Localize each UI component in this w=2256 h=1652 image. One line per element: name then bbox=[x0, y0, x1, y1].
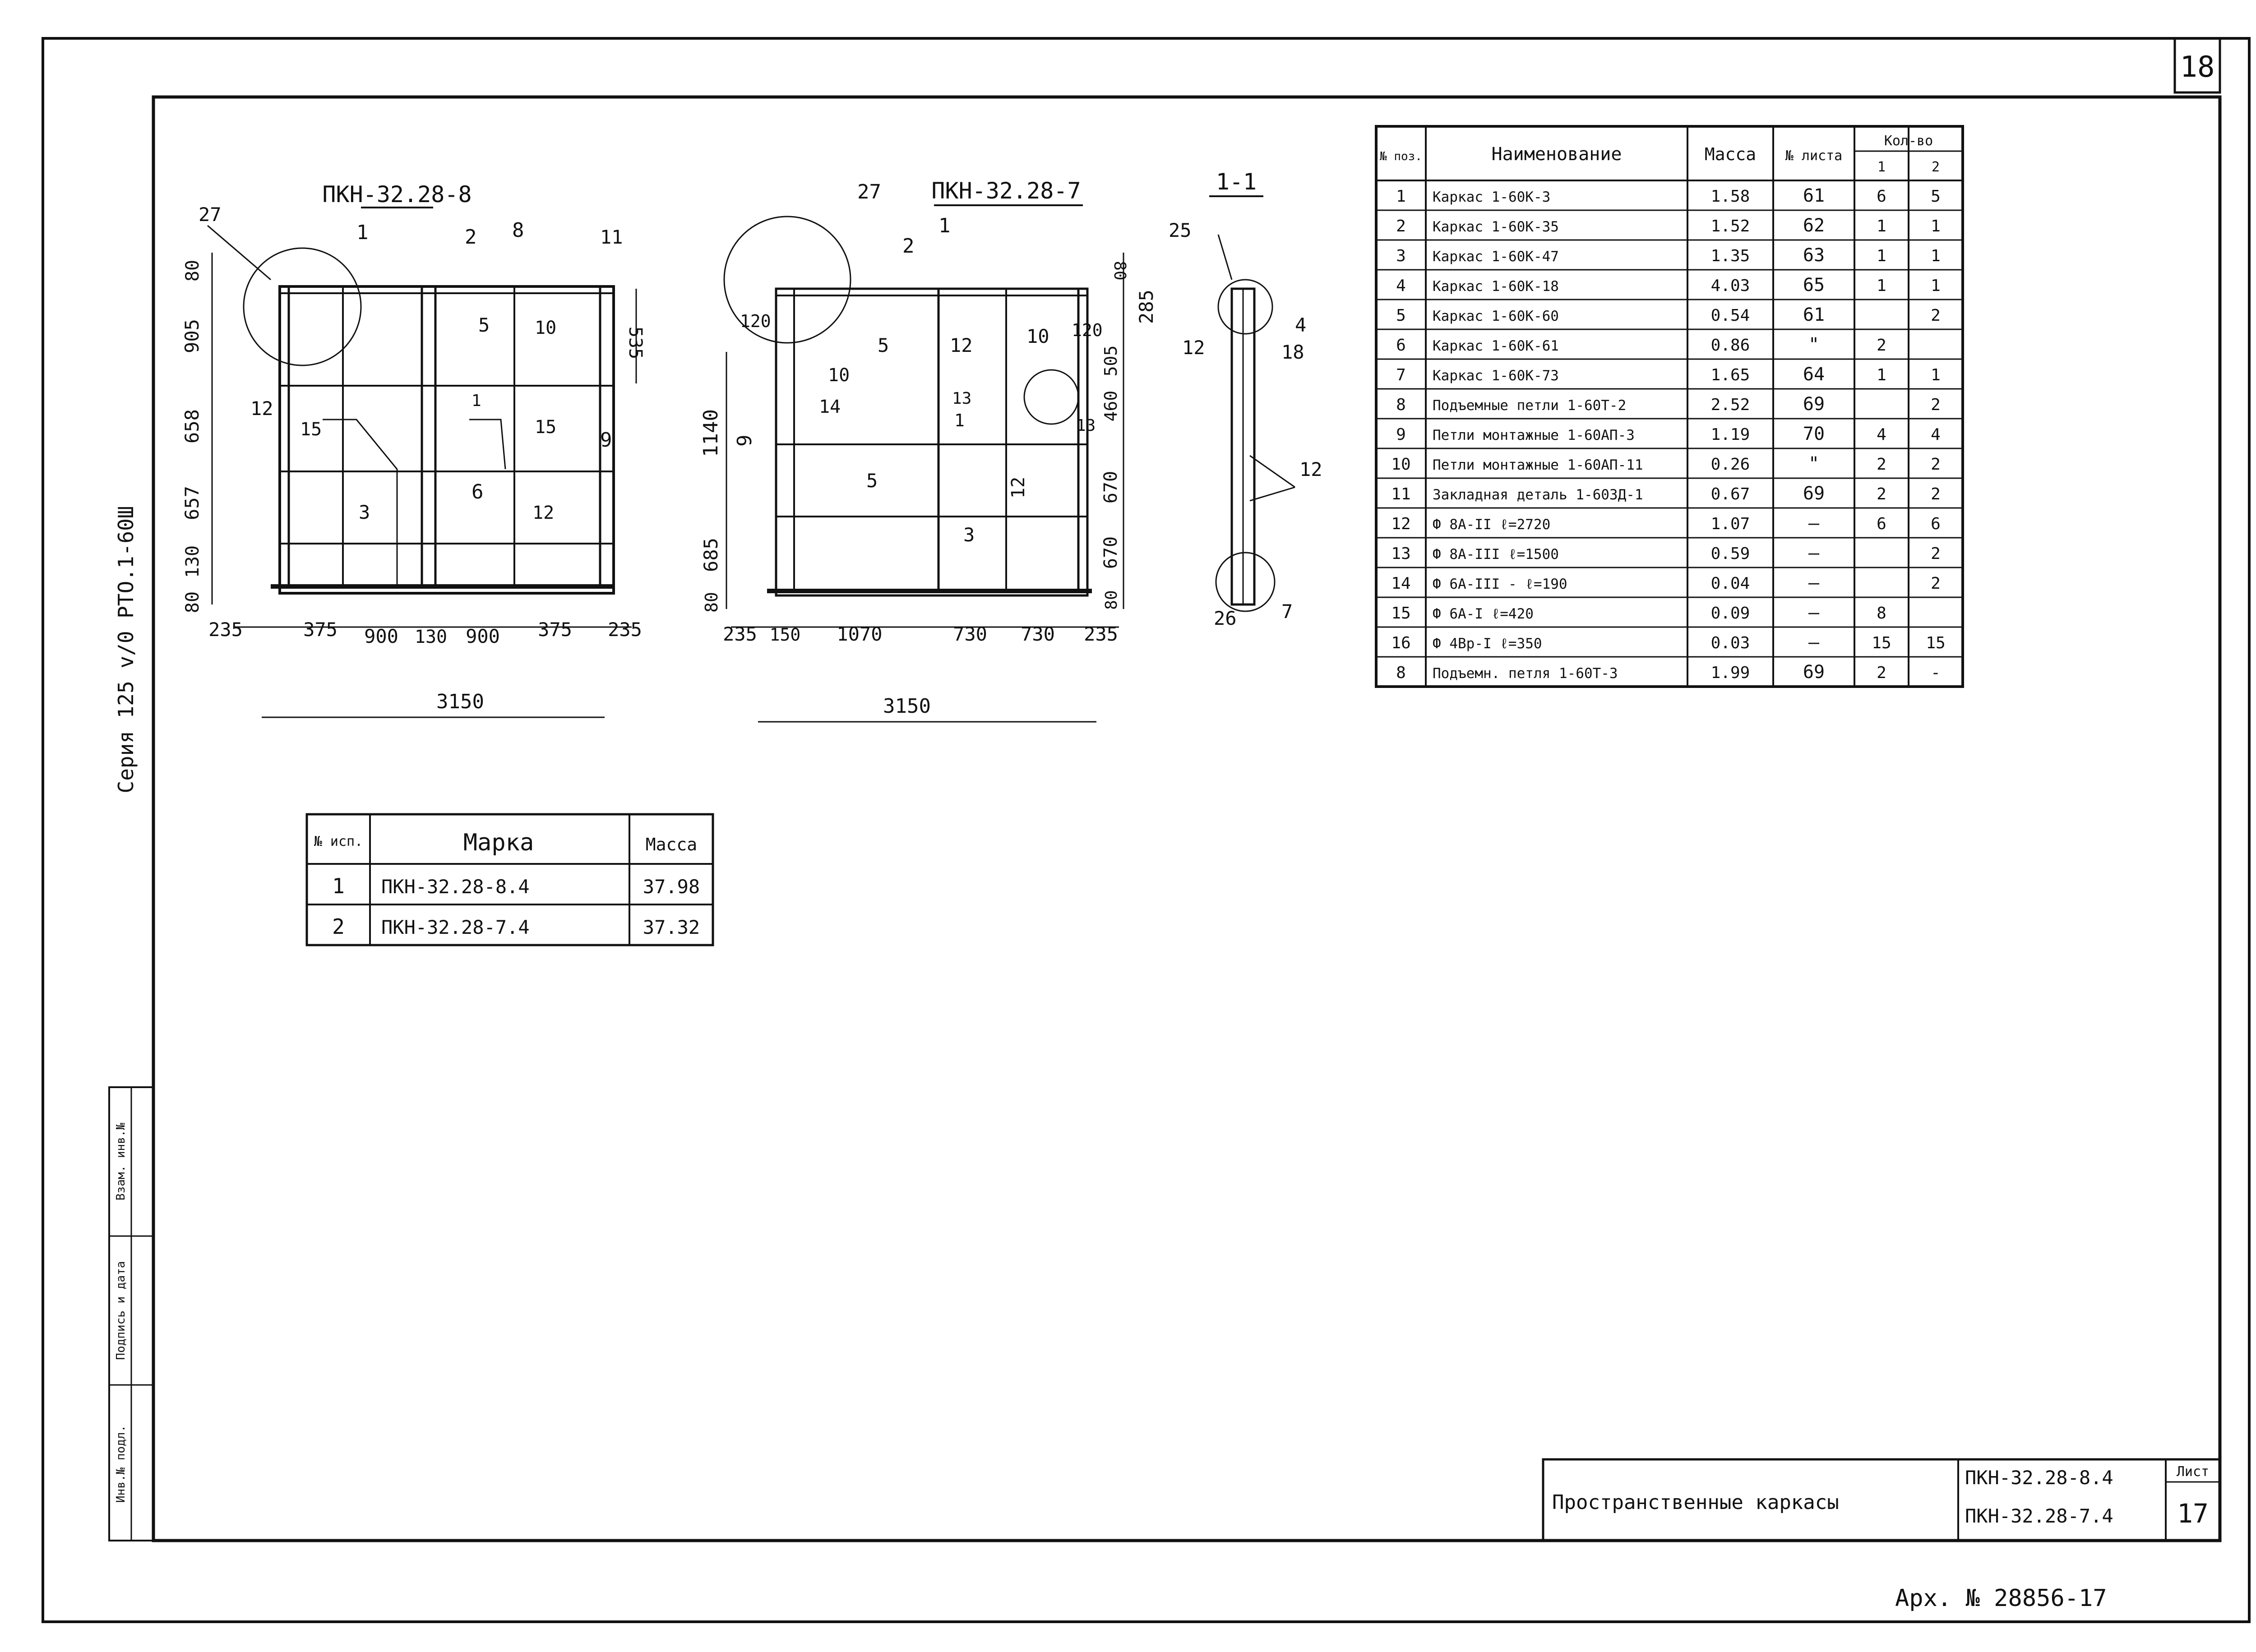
spec-row-q1: 2 bbox=[1877, 455, 1886, 474]
marks-header-mass: Масса bbox=[645, 835, 698, 854]
spec-row-pos: 7 bbox=[1396, 366, 1406, 384]
spec-row-q1: 15 bbox=[1872, 634, 1891, 652]
spec-row-sheet: " bbox=[1808, 453, 1820, 474]
spec-row-name: Петли монтажные 1-60АП-3 bbox=[1433, 427, 1635, 443]
title-block-code2: ПКН-32.28-7.4 bbox=[1965, 1505, 2113, 1527]
spec-row-mass: 1.52 bbox=[1710, 217, 1750, 235]
spec-row-name: Каркас 1-60К-47 bbox=[1433, 249, 1559, 265]
marks-header-mark: Марка bbox=[463, 829, 534, 856]
marks-row1-mark: ПКН-32.28-8.4 bbox=[381, 876, 530, 898]
d2-hdim-235b: 235 bbox=[1084, 623, 1118, 645]
sec-callout-18: 18 bbox=[1281, 341, 1304, 363]
spec-row-name: Подъемн. петля 1-60Т-3 bbox=[1433, 665, 1618, 682]
d2-rvdim-80b: 80 bbox=[1102, 590, 1121, 610]
spec-row-name: Каркас 1-60К-35 bbox=[1433, 219, 1559, 235]
spec-row-name: Ф 6А-I ℓ=420 bbox=[1433, 606, 1534, 622]
d1-callout-15a: 15 bbox=[300, 419, 322, 440]
d2-section-mark: 1 bbox=[938, 214, 951, 237]
spec-row-sheet: 61 bbox=[1803, 185, 1825, 206]
left-stamp bbox=[109, 1087, 153, 1541]
spec-row-pos: 12 bbox=[1391, 515, 1411, 533]
d1-callout-10: 10 bbox=[535, 318, 557, 338]
spec-row-pos: 15 bbox=[1391, 604, 1411, 623]
d1-vdim-658: 658 bbox=[181, 409, 203, 443]
spec-row-sheet: 64 bbox=[1803, 364, 1825, 385]
d2-callout-5b: 5 bbox=[866, 470, 878, 492]
spec-row-pos: 8 bbox=[1396, 396, 1406, 414]
d1-callout-2: 2 bbox=[465, 226, 477, 249]
d1-section-mark: 1 bbox=[356, 221, 369, 244]
spec-row-sheet: — bbox=[1808, 632, 1820, 653]
spec-row-q2: 2 bbox=[1931, 455, 1941, 474]
spec-row-name: Каркас 1-60К-3 bbox=[1433, 189, 1551, 205]
d1-hdim-130: 130 bbox=[414, 627, 448, 647]
d1-hdim-235a: 235 bbox=[208, 618, 243, 641]
spec-row-sheet: 62 bbox=[1803, 215, 1825, 236]
inner-frame bbox=[153, 97, 2220, 1541]
d1-callout-9: 9 bbox=[600, 429, 612, 452]
d1-vdim-905: 905 bbox=[181, 319, 203, 353]
marks-row1-mass: 37.98 bbox=[643, 876, 700, 898]
spec-row-q2: 2 bbox=[1931, 545, 1941, 563]
spec-row-sheet: 63 bbox=[1803, 245, 1825, 266]
spec-row-pos: 9 bbox=[1396, 425, 1406, 444]
d1-hdim-235b: 235 bbox=[608, 618, 642, 641]
spec-row-sheet: 69 bbox=[1803, 394, 1825, 415]
d2-callout-2: 2 bbox=[902, 235, 915, 258]
spec-header-sheet: № листа bbox=[1785, 148, 1843, 164]
d2-hdim-1070: 1070 bbox=[837, 623, 883, 645]
d1-callout-11: 11 bbox=[600, 226, 623, 248]
spec-row-sheet: " bbox=[1808, 334, 1820, 355]
d2-callout-9: 9 bbox=[733, 434, 756, 447]
sec-callout-26: 26 bbox=[1214, 607, 1237, 629]
spec-row-pos: 8 bbox=[1396, 664, 1406, 682]
spec-row-q2: 2 bbox=[1931, 396, 1941, 414]
marks-row2-num: 2 bbox=[332, 914, 345, 939]
spec-row-q1: 2 bbox=[1877, 336, 1886, 355]
spec-row-pos: 5 bbox=[1396, 306, 1406, 325]
spec-row-q1: 8 bbox=[1877, 604, 1886, 623]
spec-row-sheet: — bbox=[1808, 602, 1820, 623]
spec-row-name: Закладная деталь 1-60ЗД-1 bbox=[1433, 487, 1643, 503]
spec-row-q1: 6 bbox=[1877, 515, 1886, 533]
d2-rvdim-285: 285 bbox=[1135, 290, 1157, 324]
sec-callout-12b: 12 bbox=[1299, 458, 1322, 480]
spec-row-q2: 1 bbox=[1931, 247, 1941, 265]
d2-callout-12: 12 bbox=[950, 334, 973, 356]
spec-row-q1: 2 bbox=[1877, 485, 1886, 503]
spec-row-mass: 0.86 bbox=[1710, 336, 1750, 355]
d2-rvdim-120: 120 bbox=[1072, 320, 1103, 340]
spec-row-mass: 4.03 bbox=[1710, 277, 1750, 295]
spec-row-q2: 6 bbox=[1931, 515, 1941, 533]
spec-row-sheet: 70 bbox=[1803, 424, 1825, 444]
detail-circle-13 bbox=[1024, 370, 1078, 424]
title-block-code1: ПКН-32.28-8.4 bbox=[1965, 1467, 2113, 1489]
spec-row-mass: 0.03 bbox=[1710, 634, 1750, 652]
spec-row-q1: 1 bbox=[1877, 217, 1886, 235]
section-title: 1-1 bbox=[1216, 169, 1257, 195]
d2-hdim-235a: 235 bbox=[723, 623, 757, 645]
spec-row-q1: 1 bbox=[1877, 247, 1886, 265]
spec-row-mass: 0.04 bbox=[1710, 574, 1750, 593]
spec-row-q2: 2 bbox=[1931, 574, 1941, 593]
spec-row-q2: 1 bbox=[1931, 217, 1941, 235]
d2-rvdim-460: 460 bbox=[1101, 390, 1121, 422]
spec-row-mass: 0.26 bbox=[1710, 455, 1750, 474]
spec-row-pos: 10 bbox=[1391, 455, 1411, 474]
d1-callout-1: 1 bbox=[472, 392, 481, 410]
d1-callout-6: 6 bbox=[472, 480, 484, 503]
spec-row-sheet: — bbox=[1808, 572, 1820, 593]
spec-row-pos: 11 bbox=[1391, 485, 1411, 503]
d1-callout-27: 27 bbox=[199, 203, 222, 226]
d1-right-vdim: 535 bbox=[625, 326, 646, 360]
spec-row-pos: 1 bbox=[1396, 187, 1406, 206]
stamp-cell-3: Взам. инв.№ bbox=[114, 1122, 128, 1201]
spec-row-name: Подъемные петли 1-60Т-2 bbox=[1433, 397, 1627, 414]
d1-hdim-375a: 375 bbox=[303, 618, 337, 641]
spec-row-sheet: 69 bbox=[1803, 662, 1825, 683]
spec-row-mass: 0.59 bbox=[1710, 545, 1750, 563]
drawing-pkn-32-28-8 bbox=[181, 181, 646, 717]
title-block bbox=[1543, 1459, 2220, 1541]
d1-total: 3150 bbox=[436, 690, 484, 713]
title-block-sheet-label: Лист bbox=[2176, 1464, 2210, 1480]
d2-callout-10a: 10 bbox=[1026, 325, 1049, 347]
d1-hdim-900a: 900 bbox=[364, 625, 398, 647]
d1-hdim-375b: 375 bbox=[538, 618, 572, 641]
d1-vdim-130: 130 bbox=[182, 545, 203, 578]
spec-row-name: Ф 8А-II ℓ=2720 bbox=[1433, 517, 1551, 533]
drawing2-title: ПКН-32.28-7 bbox=[931, 178, 1081, 204]
d2-total: 3150 bbox=[883, 695, 931, 718]
spec-row-q2: 2 bbox=[1931, 485, 1941, 503]
d2-callout-12b: 12 bbox=[1008, 476, 1029, 498]
spec-row-q2: - bbox=[1931, 664, 1941, 682]
spec-row-q1: 1 bbox=[1877, 366, 1886, 384]
spec-row-mass: 1.07 bbox=[1710, 515, 1750, 533]
d2-lvdim-685: 685 bbox=[700, 538, 722, 572]
d2-callout-27: 27 bbox=[857, 180, 881, 203]
d2-hdim-150: 150 bbox=[769, 625, 801, 645]
spec-row-mass: 1.19 bbox=[1710, 425, 1750, 444]
archive-number: Арх. № 28856-17 bbox=[1895, 1585, 2107, 1612]
d2-lvdim-80: 80 bbox=[702, 592, 721, 613]
spec-header-mass: Масса bbox=[1704, 144, 1757, 164]
spec-row-q1: 1 bbox=[1877, 277, 1886, 295]
spec-header-name: Наименование bbox=[1491, 144, 1622, 165]
d2-callout-13a: 13 bbox=[952, 389, 972, 408]
spec-row-name: Ф 6А-III - ℓ=190 bbox=[1433, 576, 1567, 592]
spec-row-q2: 4 bbox=[1931, 425, 1941, 444]
spec-row-name: Каркас 1-60К-60 bbox=[1433, 308, 1559, 324]
stamp-cell-2: Подпись и дата bbox=[114, 1261, 128, 1360]
spec-row-sheet: 69 bbox=[1803, 483, 1825, 504]
marks-row2-mass: 37.32 bbox=[643, 916, 700, 938]
marks-header-num: № исп. bbox=[314, 834, 363, 849]
spec-row-name: Каркас 1-60К-73 bbox=[1433, 368, 1559, 384]
d1-callout-8: 8 bbox=[512, 219, 524, 242]
spec-row-sheet: 65 bbox=[1803, 275, 1825, 295]
marks-row1-num: 1 bbox=[332, 874, 345, 898]
d1-callout-3: 3 bbox=[359, 501, 370, 523]
sec-callout-4: 4 bbox=[1295, 314, 1307, 336]
marks-row2-mark: ПКН-32.28-7.4 bbox=[381, 916, 530, 938]
spec-row-pos: 6 bbox=[1396, 336, 1406, 355]
spec-row-q1: 2 bbox=[1877, 664, 1886, 682]
d2-hdim-730a: 730 bbox=[953, 623, 987, 645]
spec-table bbox=[1376, 126, 1963, 687]
d1-vdim-657: 657 bbox=[181, 486, 203, 520]
spec-row-mass: 0.67 bbox=[1710, 485, 1750, 503]
spec-row-mass: 1.65 bbox=[1710, 366, 1750, 384]
spec-row-q2: 5 bbox=[1931, 187, 1941, 206]
spec-row-pos: 13 bbox=[1391, 545, 1411, 563]
spec-row-sheet: 61 bbox=[1803, 305, 1825, 325]
sec-callout-12a: 12 bbox=[1182, 337, 1205, 359]
d2-rvdim-670a: 670 bbox=[1100, 471, 1121, 504]
section-1-1 bbox=[1169, 169, 1322, 629]
spec-row-q2: 15 bbox=[1926, 634, 1946, 652]
d2-rvdim-670b: 670 bbox=[1100, 536, 1121, 569]
d2-callout-13b: 13 bbox=[1076, 416, 1096, 435]
title-block-title: Пространственные каркасы bbox=[1552, 1491, 1839, 1514]
d1-vdim-80b: 80 bbox=[182, 591, 203, 614]
stamp-cell-1: Инв.№ подл. bbox=[114, 1425, 128, 1503]
drawing1-title: ПКН-32.28-8 bbox=[322, 181, 472, 208]
spec-row-name: Каркас 1-60К-61 bbox=[1433, 338, 1559, 354]
marks-table bbox=[307, 814, 713, 945]
d2-callout-3: 3 bbox=[963, 524, 975, 546]
spec-row-name: Ф 4Вр-I ℓ=350 bbox=[1433, 636, 1542, 652]
d1-hdim-900b: 900 bbox=[466, 625, 500, 647]
spec-row-sheet: — bbox=[1808, 543, 1820, 563]
d2-callout-10b: 10 bbox=[828, 365, 850, 386]
spec-header-pos: № поз. bbox=[1380, 150, 1422, 163]
spec-header-qty: Кол-во bbox=[1884, 133, 1933, 149]
spec-row-mass: 1.58 bbox=[1710, 187, 1750, 206]
d2-callout-5: 5 bbox=[878, 334, 889, 356]
spec-header-q2: 2 bbox=[1931, 159, 1940, 175]
d2-callout-14: 14 bbox=[819, 397, 841, 417]
drawing-pkn-32-28-7 bbox=[699, 178, 1157, 722]
spec-row-mass: 0.09 bbox=[1710, 604, 1750, 623]
title-block-sheet-no: 17 bbox=[2177, 1498, 2209, 1529]
spec-row-pos: 2 bbox=[1396, 217, 1406, 235]
d2-rvdim-505: 505 bbox=[1101, 345, 1121, 377]
d2-hdim-730b: 730 bbox=[1021, 623, 1055, 645]
outer-frame bbox=[43, 38, 2249, 1622]
spec-row-q2: 1 bbox=[1931, 277, 1941, 295]
spec-row-name: Ф 8А-III ℓ=1500 bbox=[1433, 546, 1559, 563]
sec-callout-25: 25 bbox=[1169, 219, 1192, 241]
spec-row-mass: 1.35 bbox=[1710, 247, 1750, 265]
spec-row-name: Петли монтажные 1-60АП-11 bbox=[1433, 457, 1643, 473]
d2-rvdim-80: 80 bbox=[1110, 261, 1129, 281]
spec-row-pos: 16 bbox=[1391, 634, 1411, 652]
side-series-text: Серия 125 v/0 РТО.1-60Ш bbox=[114, 506, 138, 794]
sec-callout-7: 7 bbox=[1281, 600, 1293, 623]
spec-row-q1: 6 bbox=[1877, 187, 1886, 206]
spec-row-mass: 2.52 bbox=[1710, 396, 1750, 414]
spec-row-q2: 2 bbox=[1931, 306, 1941, 325]
d1-callout-15b: 15 bbox=[535, 417, 557, 438]
d1-callout-12b: 12 bbox=[532, 503, 555, 523]
d1-vdim-80: 80 bbox=[182, 259, 203, 282]
spec-row-sheet: — bbox=[1808, 513, 1820, 534]
d2-lvdim-1140: 1140 bbox=[699, 409, 722, 457]
spec-row-pos: 4 bbox=[1396, 277, 1406, 295]
spec-row-name: Каркас 1-60К-18 bbox=[1433, 278, 1559, 295]
corner-number: 18 bbox=[2180, 51, 2215, 84]
spec-row-pos: 3 bbox=[1396, 247, 1406, 265]
spec-row-mass: 0.54 bbox=[1710, 306, 1750, 325]
spec-header-q1: 1 bbox=[1877, 159, 1886, 175]
d2-lvdim-120: 120 bbox=[740, 311, 771, 331]
spec-row-mass: 1.99 bbox=[1710, 664, 1750, 682]
d1-callout-5: 5 bbox=[478, 314, 490, 336]
spec-row-pos: 14 bbox=[1391, 574, 1411, 593]
spec-row-q2: 1 bbox=[1931, 366, 1941, 384]
d2-callout-1: 1 bbox=[954, 411, 965, 430]
spec-row-q1: 4 bbox=[1877, 425, 1886, 444]
d1-callout-12a: 12 bbox=[250, 397, 273, 420]
